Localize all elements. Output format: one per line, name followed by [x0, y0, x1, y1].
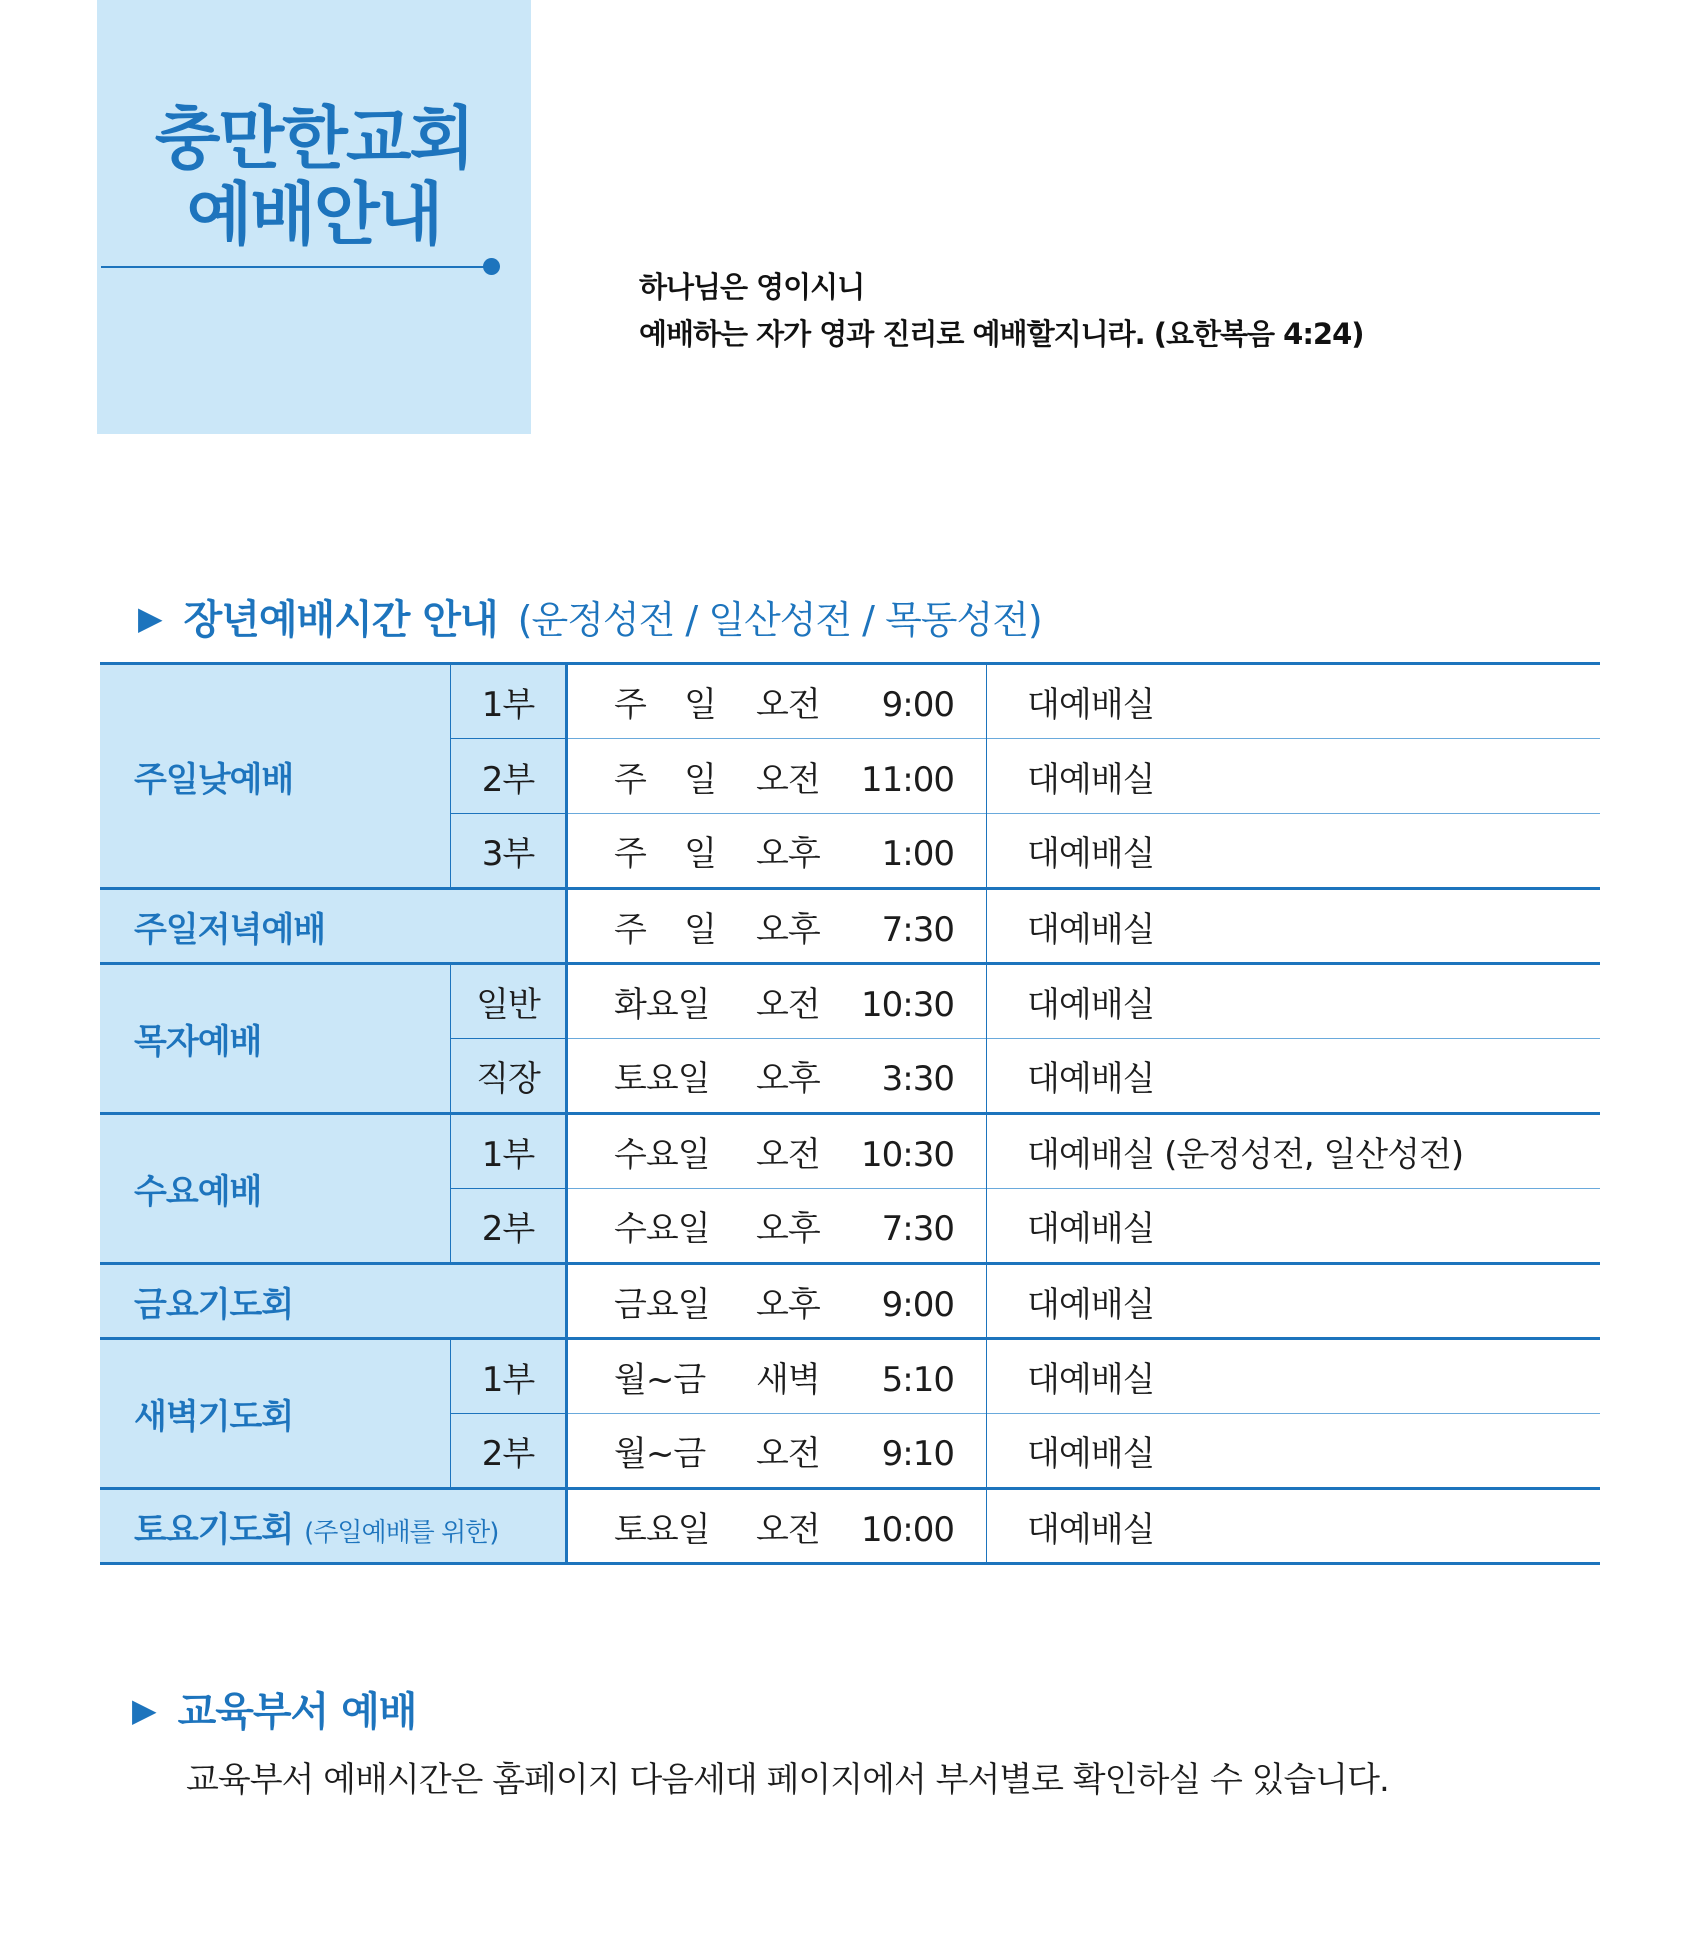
service-name: 주일낮예배 — [100, 664, 451, 889]
service-ampm: 오전 — [756, 685, 820, 725]
worship-schedule-table — [100, 662, 1600, 1565]
service-name: 주일저녁예배 — [100, 889, 567, 964]
service-time — [567, 1489, 987, 1564]
service-day: 월~금 — [614, 1434, 706, 1474]
table-row — [100, 889, 1600, 964]
table-row — [100, 1339, 1600, 1414]
service-part: 일반 — [451, 964, 567, 1039]
service-ampm: 오후 — [756, 909, 820, 950]
service-ampm: 오전 — [756, 1135, 820, 1175]
service-part: 1부 — [451, 1339, 567, 1414]
page-title-line1: 충만한교회 — [154, 100, 474, 179]
triangle-right-icon: ▶ — [132, 1691, 156, 1729]
service-time — [567, 814, 987, 889]
service-ampm: 오전 — [756, 1509, 820, 1550]
service-clock: 1:00 — [881, 834, 954, 874]
service-place: 대예배실 — [987, 739, 1601, 814]
service-name: 금요기도회 — [100, 1264, 567, 1339]
service-name: 토요기도회 (주일예배를 위한) — [100, 1489, 567, 1564]
service-clock: 11:00 — [861, 759, 954, 800]
table-row — [100, 1489, 1600, 1564]
service-clock: 9:00 — [881, 1284, 954, 1325]
service-day: 주 일 — [614, 685, 716, 725]
service-place: 대예배실 — [987, 1264, 1601, 1339]
service-day: 금요일 — [614, 1284, 710, 1325]
service-place: 대예배실 — [987, 1489, 1601, 1564]
service-clock: 9:10 — [881, 1434, 954, 1474]
service-place: 대예배실 (운정성전, 일산성전) — [987, 1114, 1601, 1189]
service-place: 대예배실 — [987, 1414, 1601, 1489]
bible-verse — [639, 264, 1364, 358]
service-clock: 10:00 — [861, 1509, 954, 1550]
section-adult-worship-heading — [138, 588, 1042, 645]
table-row — [100, 1264, 1600, 1339]
service-time — [567, 1114, 987, 1189]
section-education-heading — [132, 1680, 416, 1737]
service-ampm: 오전 — [756, 1434, 820, 1474]
section-heading-text: 교육부서 예배 — [177, 1689, 417, 1735]
service-part: 1부 — [451, 664, 567, 739]
service-part: 직장 — [451, 1039, 567, 1114]
service-day: 토요일 — [614, 1509, 710, 1550]
service-time — [567, 1414, 987, 1489]
service-day: 토요일 — [614, 1059, 710, 1099]
service-name: 새벽기도회 — [100, 1339, 451, 1489]
service-part: 2부 — [451, 1414, 567, 1489]
service-day: 주 일 — [614, 834, 716, 874]
service-time — [567, 1189, 987, 1264]
service-day: 화요일 — [614, 985, 710, 1025]
table-row — [100, 664, 1600, 739]
service-day: 주 일 — [614, 759, 716, 800]
service-name-note: (주일예배를 위한) — [304, 1517, 499, 1548]
triangle-right-icon: ▶ — [138, 599, 162, 637]
service-part: 2부 — [451, 1189, 567, 1264]
service-day: 수요일 — [614, 1135, 710, 1175]
service-time — [567, 1339, 987, 1414]
service-name: 수요예배 — [100, 1114, 451, 1264]
bible-verse-line1: 하나님은 영이시니 — [639, 270, 865, 304]
table-row — [100, 964, 1600, 1039]
title-underline — [101, 266, 491, 268]
service-name: 목자예배 — [100, 964, 451, 1114]
service-place: 대예배실 — [987, 964, 1601, 1039]
service-clock: 10:30 — [861, 985, 954, 1025]
service-place: 대예배실 — [987, 1339, 1601, 1414]
service-time — [567, 964, 987, 1039]
page-title-line2: 예배안내 — [186, 176, 442, 255]
service-ampm: 오후 — [756, 834, 820, 874]
service-ampm: 새벽 — [756, 1360, 820, 1400]
service-part: 2부 — [451, 739, 567, 814]
service-place: 대예배실 — [987, 1189, 1601, 1264]
page-title — [97, 102, 531, 254]
service-place: 대예배실 — [987, 1039, 1601, 1114]
dot-icon — [483, 258, 500, 275]
service-part: 3부 — [451, 814, 567, 889]
service-day: 월~금 — [614, 1360, 706, 1400]
service-clock: 7:30 — [881, 909, 954, 950]
bible-verse-line2: 예배하는 자가 영과 진리로 예배할지니라. (요한복음 4:24) — [639, 317, 1364, 351]
service-place: 대예배실 — [987, 889, 1601, 964]
service-ampm: 오전 — [756, 759, 820, 800]
service-place: 대예배실 — [987, 814, 1601, 889]
section-heading-campuses: (운정성전 / 일산성전 / 목동성전) — [517, 598, 1042, 642]
table-row — [100, 1114, 1600, 1189]
service-place: 대예배실 — [987, 664, 1601, 739]
service-ampm: 오후 — [756, 1059, 820, 1099]
service-ampm: 오후 — [756, 1284, 820, 1325]
title-panel — [97, 0, 531, 434]
service-day: 주 일 — [614, 909, 716, 950]
education-note: 교육부서 예배시간은 홈페이지 다음세대 페이지에서 부서별로 확인하실 수 있습니다. — [186, 1760, 1389, 1800]
service-clock: 3:30 — [881, 1059, 954, 1099]
service-time — [567, 664, 987, 739]
service-time — [567, 1264, 987, 1339]
service-time — [567, 889, 987, 964]
service-ampm: 오후 — [756, 1209, 820, 1249]
service-clock: 5:10 — [881, 1360, 954, 1400]
service-ampm: 오전 — [756, 985, 820, 1025]
service-part: 1부 — [451, 1114, 567, 1189]
service-clock: 9:00 — [881, 685, 954, 725]
service-clock: 7:30 — [881, 1209, 954, 1249]
service-day: 수요일 — [614, 1209, 710, 1249]
section-heading-text: 장년예배시간 안내 — [183, 597, 498, 643]
service-time — [567, 1039, 987, 1114]
service-time — [567, 739, 987, 814]
service-clock: 10:30 — [861, 1135, 954, 1175]
